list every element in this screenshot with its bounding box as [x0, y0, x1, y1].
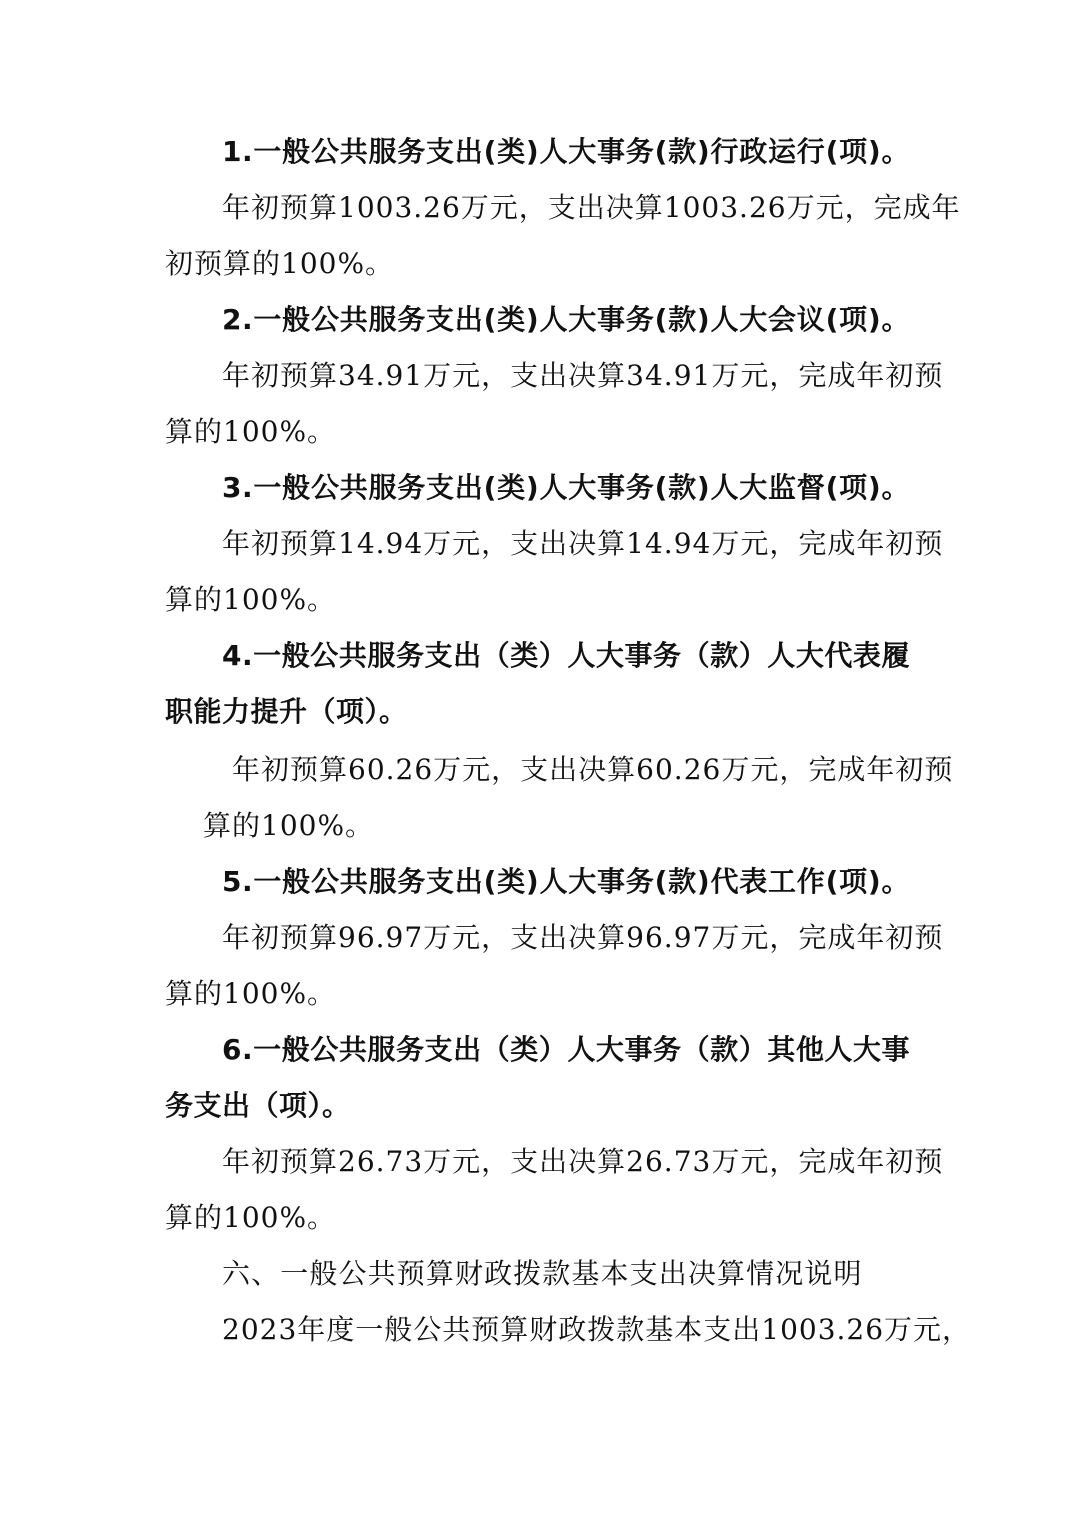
item-3-text-line-2: 算的100%。	[165, 583, 337, 616]
item-1-text-line-1: 年初预算1003.26万元，支出决算1003.26万元，完成年	[222, 191, 961, 224]
item-4-text-line-1: 年初预算60.26万元，支出决算60.26万元，完成年初预	[232, 753, 954, 786]
item-6-heading-line-2: 务支出（项）。	[165, 1089, 351, 1122]
item-4-heading-line-1: 4.一般公共服务支出（类）人大事务（款）人大代表履	[222, 639, 910, 672]
item-6-text-line-1: 年初预算26.73万元，支出决算26.73万元，完成年初预	[222, 1145, 944, 1178]
item-2-text-line-2: 算的100%。	[165, 415, 337, 448]
section-text-line-1: 2023年度一般公共预算财政拨款基本支出1003.26万元，	[222, 1313, 972, 1346]
item-5-heading: 5.一般公共服务支出(类)人大事务(款)代表工作(项)。	[222, 865, 910, 898]
item-2-text-line-1: 年初预算34.91万元，支出决算34.91万元，完成年初预	[222, 359, 944, 392]
item-5-text-line-2: 算的100%。	[165, 977, 337, 1010]
item-3-heading: 3.一般公共服务支出(类)人大事务(款)人大监督(项)。	[222, 471, 910, 504]
item-6-text-line-2: 算的100%。	[165, 1201, 337, 1234]
item-2-heading: 2.一般公共服务支出(类)人大事务(款)人大会议(项)。	[222, 303, 910, 336]
item-4-heading-line-2: 职能力提升（项）。	[165, 695, 408, 728]
item-1-heading: 1.一般公共服务支出(类)人大事务(款)行政运行(项)。	[222, 135, 910, 168]
item-5-text-line-1: 年初预算96.97万元，支出决算96.97万元，完成年初预	[222, 921, 944, 954]
item-6-heading-line-1: 6.一般公共服务支出（类）人大事务（款）其他人大事	[222, 1033, 910, 1066]
section-title: 六、一般公共预算财政拨款基本支出决算情况说明	[222, 1257, 862, 1290]
item-3-text-line-1: 年初预算14.94万元，支出决算14.94万元，完成年初预	[222, 527, 944, 560]
item-1-text-line-2: 初预算的100%。	[165, 247, 395, 280]
item-4-text-line-2: 算的100%。	[203, 809, 375, 842]
